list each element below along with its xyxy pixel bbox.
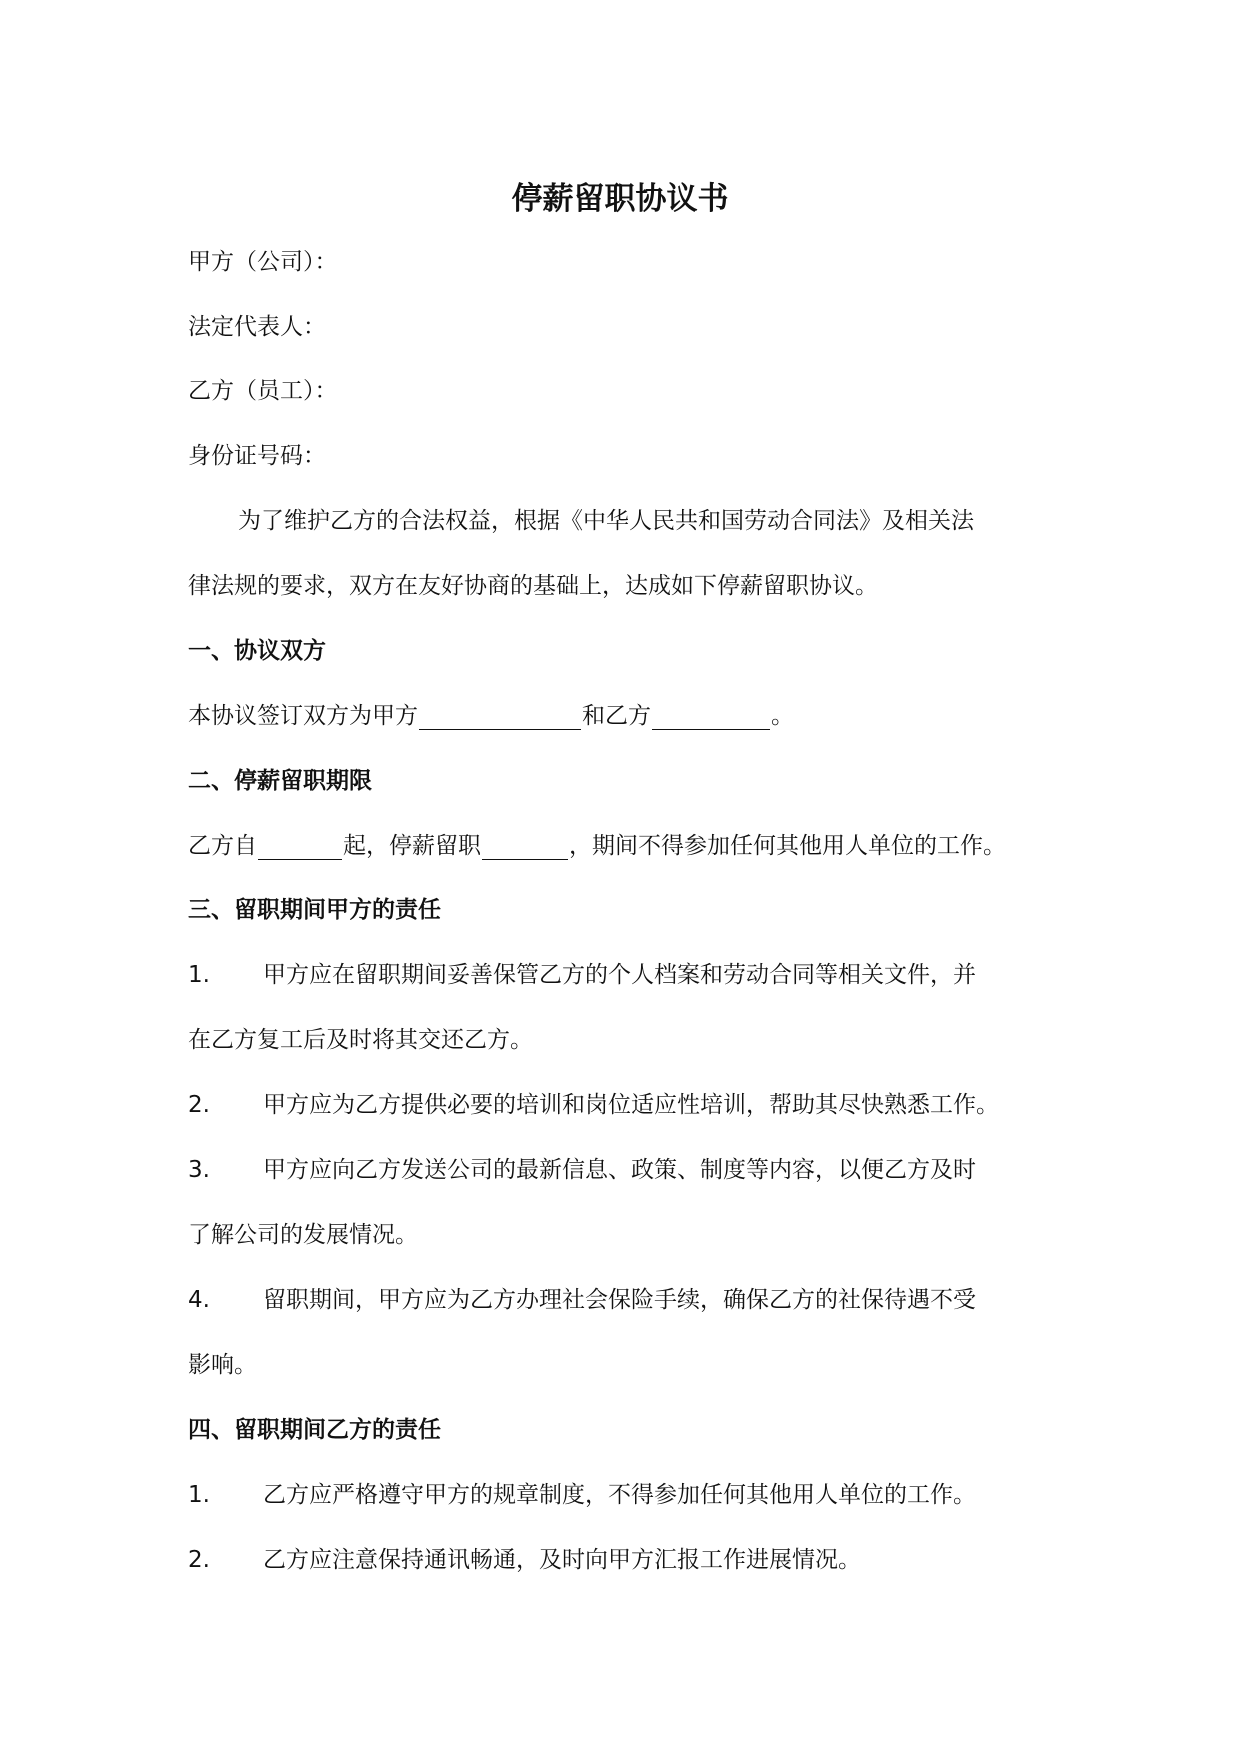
duration-blank (482, 831, 568, 860)
party-b-blank (652, 701, 770, 730)
section-2-text-pre: 乙方自 (188, 833, 257, 859)
section-2-text-mid: 起，停薪留职 (343, 833, 481, 859)
section-2-body (188, 826, 1006, 866)
list-item-continuation: 了解公司的发展情况。 (188, 1222, 418, 1248)
section-2-text-end: ，期间不得参加任何其他用人单位的工作。 (569, 833, 1006, 859)
id-number-field: 身份证号码： (188, 443, 326, 469)
party-a-field: 甲方（公司）： (188, 249, 338, 275)
list-item-number: 1. (188, 1482, 210, 1508)
section-3-heading: 三、留职期间甲方的责任 (188, 897, 441, 923)
section-1-text-end: 。 (771, 703, 794, 729)
list-item-text: 乙方应注意保持通讯畅通，及时向甲方汇报工作进展情况。 (263, 1547, 861, 1573)
document-title: 停薪留职协议书 (511, 181, 729, 217)
party-b-field: 乙方（员工）： (188, 378, 338, 404)
list-item-text: 甲方应为乙方提供必要的培训和岗位适应性培训，帮助其尽快熟悉工作。 (263, 1092, 999, 1118)
legal-rep-field: 法定代表人： (188, 314, 326, 340)
list-item-number: 2. (188, 1547, 210, 1573)
intro-paragraph-line-1: 为了维护乙方的合法权益，根据《中华人民共和国劳动合同法》及相关法 (238, 508, 974, 534)
start-date-blank (258, 831, 342, 860)
list-item-text: 甲方应在留职期间妥善保管乙方的个人档案和劳动合同等相关文件，并 (263, 962, 976, 988)
section-1-text-mid: 和乙方 (582, 703, 651, 729)
list-item-text: 留职期间，甲方应为乙方办理社会保险手续，确保乙方的社保待遇不受 (263, 1287, 976, 1313)
list-item-continuation: 影响。 (188, 1352, 257, 1378)
list-item-number: 3. (188, 1157, 210, 1183)
section-1-body (188, 696, 794, 736)
intro-paragraph-line-2: 律法规的要求，双方在友好协商的基础上，达成如下停薪留职协议。 (188, 573, 878, 599)
list-item-continuation: 在乙方复工后及时将其交还乙方。 (188, 1027, 533, 1053)
section-1-text-pre: 本协议签订双方为甲方 (188, 703, 418, 729)
section-2-heading: 二、停薪留职期限 (188, 768, 372, 794)
list-item-text: 乙方应严格遵守甲方的规章制度，不得参加任何其他用人单位的工作。 (263, 1482, 976, 1508)
list-item-number: 2. (188, 1092, 210, 1118)
party-a-blank (419, 701, 581, 730)
section-4-heading: 四、留职期间乙方的责任 (188, 1417, 441, 1443)
list-item-number: 4. (188, 1287, 210, 1313)
list-item-text: 甲方应向乙方发送公司的最新信息、政策、制度等内容，以便乙方及时 (263, 1157, 976, 1183)
section-1-heading: 一、协议双方 (188, 638, 326, 664)
list-item-number: 1. (188, 962, 210, 988)
